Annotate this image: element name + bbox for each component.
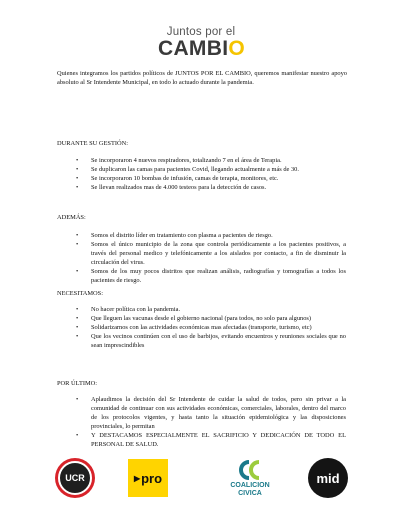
bullet-icon: • xyxy=(76,184,79,191)
section-title-gestion: DURANTE SU GESTIÓN: xyxy=(57,140,129,147)
logo-line-2 xyxy=(158,38,244,59)
coalicion-civica-line-2: CIVICA xyxy=(238,489,262,497)
juntos-por-el-cambio-logo xyxy=(158,26,244,59)
section-list-necesitamos xyxy=(76,305,346,350)
bullet-icon: • xyxy=(76,157,79,164)
coalicion-civica-line-1: COALICION xyxy=(230,482,270,489)
bullet-icon: • xyxy=(76,232,79,239)
list-item: • No hacer política con la pandemia. xyxy=(76,306,181,313)
ucr-logo-text: UCR xyxy=(58,461,92,495)
list-item: • Se llevan realizados mas de 4.000 testeos para la detección de casos. xyxy=(76,184,267,191)
list-item: • Que los vecinos continúen con el uso de barbijos, evitando encuentros y reuniones sociales que no sean imprescindibles xyxy=(76,333,346,349)
bullet-icon: • xyxy=(76,333,79,340)
bullet-icon: • xyxy=(76,241,79,248)
section-title-por-ultimo: POR ÚLTIMO: xyxy=(57,380,98,387)
list-item: • Somos el único municipio de la zona que controla periódicamente a los pacientes positivos, a través del personal medico y telefónicamente a los aislados por contacto, a fin de disminuir la circulación del virus. xyxy=(76,241,346,266)
pro-play-icon: ▶ xyxy=(133,473,141,483)
bullet-icon: • xyxy=(76,432,79,439)
coalicion-civica-icon xyxy=(236,458,264,482)
section-title-necesitamos: NECESITAMOS: xyxy=(57,290,104,297)
bullet-icon: • xyxy=(76,166,79,173)
bullet-icon: • xyxy=(76,268,79,275)
list-item: • Y DESTACAMOS ESPECIALMENTE EL SACRIFICIO Y DEDICACIÓN DE TODO EL PERSONAL DE SALUD. xyxy=(76,432,346,448)
ucr-logo xyxy=(55,458,95,498)
intro-paragraph: Quienes integramos los partidos políticos de JUNTOS POR EL CAMBIO, queremos manifestar nuestro apoyo absoluto al Sr Intendente Municipal, en todo lo actuado durante la pandemia. xyxy=(57,70,347,86)
list-item: • Somos el distrito líder en tratamiento con plasma a pacientes de riesgo. xyxy=(76,232,273,239)
bullet-icon: • xyxy=(76,315,79,322)
list-item: • Se incorporaron 4 nuevos respiradores, totalizando 7 en el área de Terapia. xyxy=(76,157,282,164)
list-item: • Solidarizarnos con las actividades económicas mas afectadas (transporte, turismo, etc) xyxy=(76,324,312,331)
logo-line-1: Juntos por el xyxy=(166,26,236,38)
section-list-ademas xyxy=(76,231,346,285)
section-list-por-ultimo xyxy=(76,395,346,449)
bullet-icon: • xyxy=(76,306,79,313)
bullet-icon: • xyxy=(76,396,79,403)
coalicion-civica-logo xyxy=(222,458,278,502)
mid-logo: mid xyxy=(308,458,348,498)
party-logos-row xyxy=(0,458,400,502)
list-item: • Somos de los muy pocos distritos que realizan análisis, radiografías y tomografías a todos los pacientes de riesgo. xyxy=(76,268,346,284)
bullet-icon: • xyxy=(76,175,79,182)
section-title-ademas: ADEMÁS: xyxy=(57,214,86,221)
pro-logo-text: pro xyxy=(141,470,163,486)
list-item: • Se duplicaron las camas para pacientes Covid, llegando actualmente a más de 30. xyxy=(76,166,299,173)
list-item: • Aplaudimos la decisión del Sr Intendente de cuidar la salud de todos, pero sin privar a la comunidad de continuar con sus actividades económicas, comerciales, laborales, dentro del marco de los protocolos vigentes, y hasta tanto la situación epidemiológica y las disposiciones provinciales, lo permitan xyxy=(76,396,346,430)
logo-cambio-text: CAMBIO xyxy=(158,37,245,60)
pro-logo xyxy=(128,459,168,497)
list-item: • Que lleguen las vacunas desde el gobierno nacional (para todos, no solo para algunos) xyxy=(76,315,312,322)
section-list-gestion xyxy=(76,156,346,192)
bullet-icon: • xyxy=(76,324,79,331)
list-item: • Se incorporaron 10 bombas de infusión, camas de terapia, monitores, etc. xyxy=(76,175,279,182)
